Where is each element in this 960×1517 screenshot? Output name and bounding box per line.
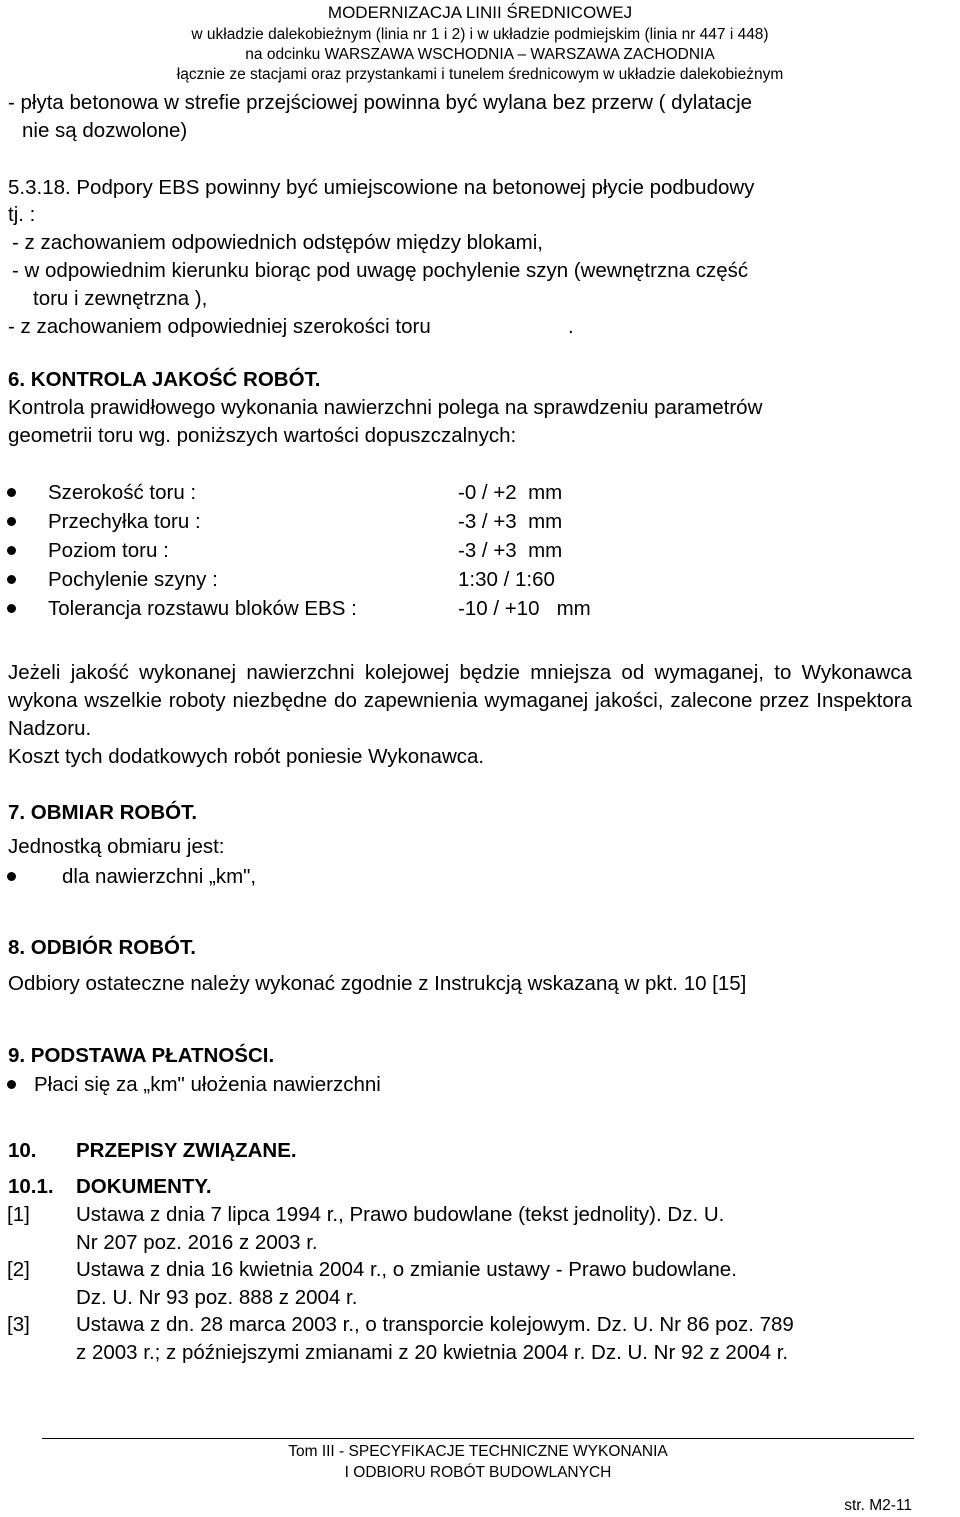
section-9-item: Płaci się za „km" ułożenia nawierzchni: [34, 1073, 381, 1096]
header-subtitle-1: w układzie dalekobieżnym (linia nr 1 i 2) i w układzie podmiejskim (linia nr 447 i 448): [191, 26, 769, 43]
param-value: -0 / +2 mm: [458, 481, 563, 504]
reference-line-1: Ustawa z dnia 16 kwietnia 2004 r., o zmianie ustawy - Prawo budowlane.: [76, 1258, 737, 1281]
footer-line-1: Tom III - SPECYFIKACJE TECHNICZNE WYKONANIA: [288, 1443, 668, 1460]
section-9-heading: 9. PODSTAWA PŁATNOŚCI.: [8, 1044, 275, 1067]
reference-line-2: Nr 207 poz. 2016 z 2003 r.: [76, 1231, 318, 1254]
param-value: 1:30 / 1:60: [458, 568, 555, 591]
param-label: Tolerancja rozstawu bloków EBS :: [48, 597, 357, 620]
intro-line-1: - płyta betonowa w strefie przejściowej powinna być wylana bez przerw ( dylatacje: [8, 91, 753, 114]
section-5-3-18-item-1: - z zachowaniem odpowiednich odstępów między blokami,: [12, 231, 543, 254]
footer-line-2: I ODBIORU ROBÓT BUDOWLANYCH: [344, 1464, 612, 1481]
section-6-intro-1: Kontrola prawidłowego wykonania nawierzchni polega na sprawdzeniu parametrów: [8, 396, 763, 419]
section-6-intro-2: geometrii toru wg. poniższych wartości dopuszczalnych:: [8, 424, 517, 447]
section-7-item: dla nawierzchni „km",: [62, 865, 257, 888]
footer-divider: [42, 1438, 914, 1439]
header-subtitle-2: na odcinku WARSZAWA WSCHODNIA – WARSZAWA ZACHODNIA: [245, 46, 715, 63]
bullet-icon: [7, 488, 16, 497]
section-7-heading: 7. OBMIAR ROBÓT.: [8, 801, 198, 824]
section-6-paragraph-1: Jeżeli jakość wykonanej nawierzchni kolejowej będzie mniejsza od wymaganej, to Wykonawca wykona wszelkie roboty niezbędne do zapewnienia wymaganej jakości, zalecone przez Inspektora Nadzoru.: [8, 661, 912, 740]
param-value: -10 / +10 mm: [458, 597, 591, 620]
reference-line-2: Dz. U. Nr 93 poz. 888 z 2004 r.: [76, 1286, 358, 1309]
bullet-icon: [7, 604, 16, 613]
header-subtitle-3: łącznie ze stacjami oraz przystankami i tunelem średnicowym w układzie dalekobieżnym: [176, 66, 784, 83]
section-10-1-number: 10.1.: [8, 1175, 54, 1198]
section-5-3-18-item-3: - z zachowaniem odpowiedniej szerokości toru: [8, 315, 431, 338]
intro-line-2: nie są dozwolone): [22, 119, 188, 142]
section-5-3-18-item-3-end: .: [568, 315, 574, 338]
bullet-icon: [7, 872, 16, 881]
param-label: Poziom toru :: [48, 539, 169, 562]
bullet-icon: [7, 517, 16, 526]
section-6-paragraph-2: Koszt tych dodatkowych robót poniesie Wykonawca.: [8, 745, 485, 768]
bullet-icon: [7, 546, 16, 555]
param-label: Przechyłka toru :: [48, 510, 201, 533]
param-label: Szerokość toru :: [48, 481, 197, 504]
section-8-heading: 8. ODBIÓR ROBÓT.: [8, 936, 196, 959]
section-5-3-18-line-2: tj. :: [8, 203, 36, 226]
section-6-heading: 6. KONTROLA JAKOŚĆ ROBÓT.: [8, 368, 321, 391]
param-label: Pochylenie szyny :: [48, 568, 218, 591]
reference-line-1: Ustawa z dn. 28 marca 2003 r., o transporcie kolejowym. Dz. U. Nr 86 poz. 789: [76, 1313, 794, 1336]
reference-number: [1]: [7, 1203, 30, 1226]
reference-number: [3]: [7, 1313, 30, 1336]
param-value: -3 / +3 mm: [458, 510, 563, 533]
section-10-heading: PRZEPISY ZWIĄZANE.: [76, 1139, 297, 1162]
page-number: str. M2-11: [844, 1497, 912, 1514]
section-5-3-18-item-2b: toru i zewnętrzna ),: [33, 287, 208, 310]
param-value: -3 / +3 mm: [458, 539, 563, 562]
section-7-text: Jednostką obmiaru jest:: [8, 835, 225, 858]
section-5-3-18-line-1: 5.3.18. Podpory EBS powinny być umiejscowione na betonowej płycie podbudowy: [8, 176, 755, 199]
section-10-number: 10.: [8, 1139, 37, 1162]
bullet-icon: [7, 1080, 16, 1089]
section-10-1-heading: DOKUMENTY.: [76, 1175, 212, 1198]
section-5-3-18-item-2a: - w odpowiednim kierunku biorąc pod uwagę pochylenie szyn (wewnętrzna część: [12, 259, 749, 282]
section-8-text: Odbiory ostateczne należy wykonać zgodnie z Instrukcją wskazaną w pkt. 10 [15]: [8, 972, 747, 995]
bullet-icon: [7, 575, 16, 584]
header-title: MODERNIZACJA LINII ŚREDNICOWEJ: [327, 3, 633, 22]
reference-number: [2]: [7, 1258, 30, 1281]
reference-line-1: Ustawa z dnia 7 lipca 1994 r., Prawo budowlane (tekst jednolity). Dz. U.: [76, 1203, 725, 1226]
reference-line-2: z 2003 r.; z późniejszymi zmianami z 20 kwietnia 2004 r. Dz. U. Nr 92 z 2004 r.: [76, 1341, 789, 1364]
